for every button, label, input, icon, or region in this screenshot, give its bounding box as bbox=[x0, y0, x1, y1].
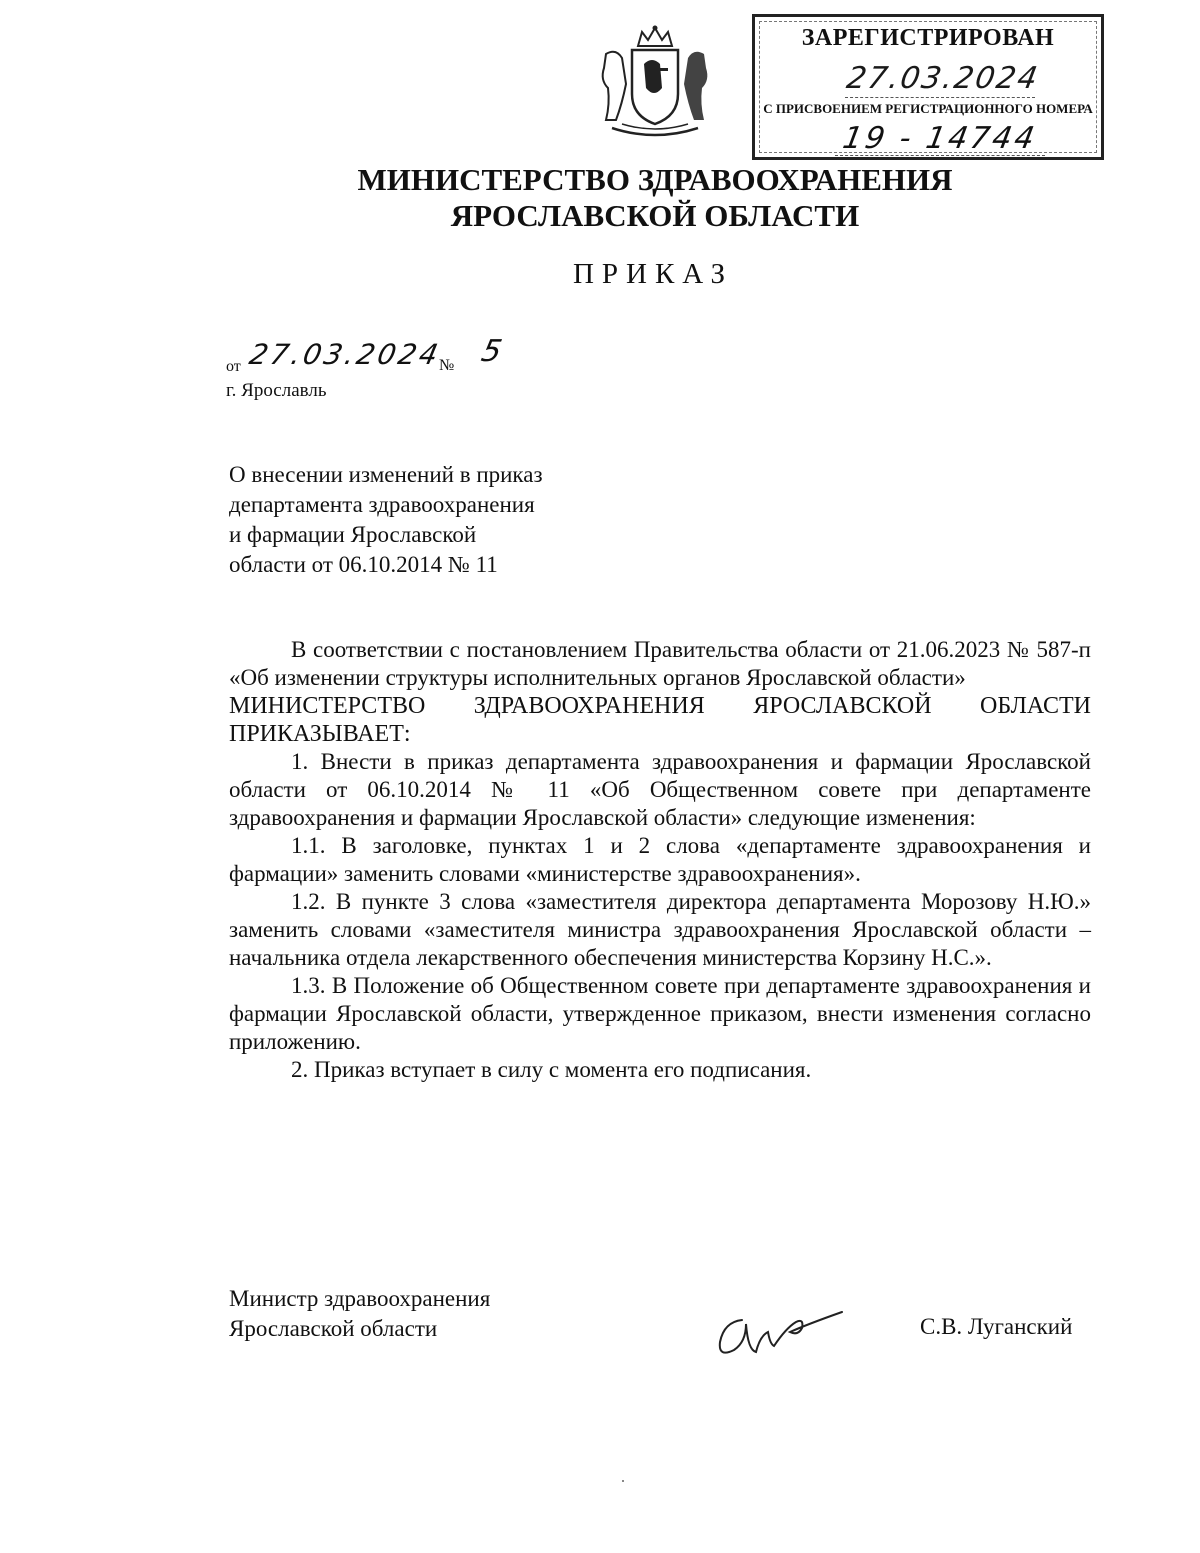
subject-line: О внесении изменений в приказ bbox=[229, 462, 543, 487]
coat-of-arms-emblem bbox=[592, 24, 718, 140]
handwritten-signature bbox=[712, 1298, 852, 1362]
registration-stamp bbox=[752, 14, 1104, 160]
stamp-date-underline bbox=[845, 97, 1035, 98]
stamp-number-underline bbox=[835, 155, 1045, 156]
signatory-position bbox=[229, 1284, 490, 1344]
ministry-heading bbox=[0, 162, 1200, 234]
item-1-3: 1.3. В Положение об Общественном совете при департаменте здравоохранения и фармации Ярославской области, утвержденное приказом, внести изменения согласно приложению. bbox=[229, 973, 1091, 1054]
ministry-heading-line1: МИНИСТЕРСТВО ЗДРАВООХРАНЕНИЯ bbox=[357, 162, 953, 197]
signatory-name: С.В. Луганский bbox=[920, 1314, 1073, 1339]
subject-line: департамента здравоохранения bbox=[229, 492, 535, 517]
item-1-2: 1.2. В пункте 3 слова «заместителя директора департамента Морозову Н.Ю.» заменить словами «заместителя министра здравоохранения Ярославской области – начальника отдела лекарственного обеспечения министерства Корзину Н.С.». bbox=[229, 889, 1091, 970]
subject-line: и фармации Ярославской bbox=[229, 522, 477, 547]
stamp-caption: С ПРИСВОЕНИЕМ РЕГИСТРАЦИОННОГО НОМЕРА bbox=[763, 101, 1093, 116]
date-prefix: от bbox=[226, 358, 241, 375]
order-number: 5 bbox=[478, 334, 505, 369]
city: г. Ярославль bbox=[226, 380, 327, 401]
order-body bbox=[229, 636, 1091, 1084]
signatory-position-line1: Министр здравоохранения bbox=[229, 1286, 491, 1311]
item-1-1: 1.1. В заголовке, пунктах 1 и 2 слова «департаменте здравоохранения и фармации» заменить словами «министерстве здравоохранения». bbox=[229, 833, 1091, 886]
item-2: 2. Приказ вступает в силу с момента его подписания. bbox=[291, 1057, 812, 1082]
orders-paragraph: МИНИСТЕРСТВО ЗДРАВООХРАНЕНИЯ ЯРОСЛАВСКОЙ ОБЛАСТИ ПРИКАЗЫВАЕТ: bbox=[229, 693, 1091, 747]
stamp-date: 27.03.2024 bbox=[843, 61, 1042, 96]
subject-line: области от 06.10.2014 № 11 bbox=[229, 552, 498, 577]
stamp-title: ЗАРЕГИСТРИРОВАН bbox=[801, 25, 1055, 51]
ministry-heading-line2: ЯРОСЛАВСКОЙ ОБЛАСТИ bbox=[450, 198, 860, 233]
item-1: 1. Внести в приказ департамента здравоохранения и фармации Ярославской области от 06.10.2014 № 11 «Об Общественном совете при департаменте здравоохранения и фармации Ярославской области» следующие изменения: bbox=[229, 749, 1091, 830]
signatory-position-line2: Ярославской области bbox=[229, 1316, 438, 1341]
order-date-number bbox=[226, 334, 626, 382]
number-label: № bbox=[439, 357, 455, 374]
document-type: ПРИКАЗ bbox=[572, 258, 734, 290]
stamp-registration-number: 19 - 14744 bbox=[840, 121, 1040, 156]
order-subject bbox=[229, 460, 649, 580]
order-date: 27.03.2024 bbox=[246, 338, 444, 371]
preamble-paragraph: В соответствии с постановлением Правительства области от 21.06.2023 № 587-п «Об изменении структуры исполнительных органов Ярославской области» bbox=[229, 637, 1091, 690]
scan-speck bbox=[622, 1480, 624, 1482]
